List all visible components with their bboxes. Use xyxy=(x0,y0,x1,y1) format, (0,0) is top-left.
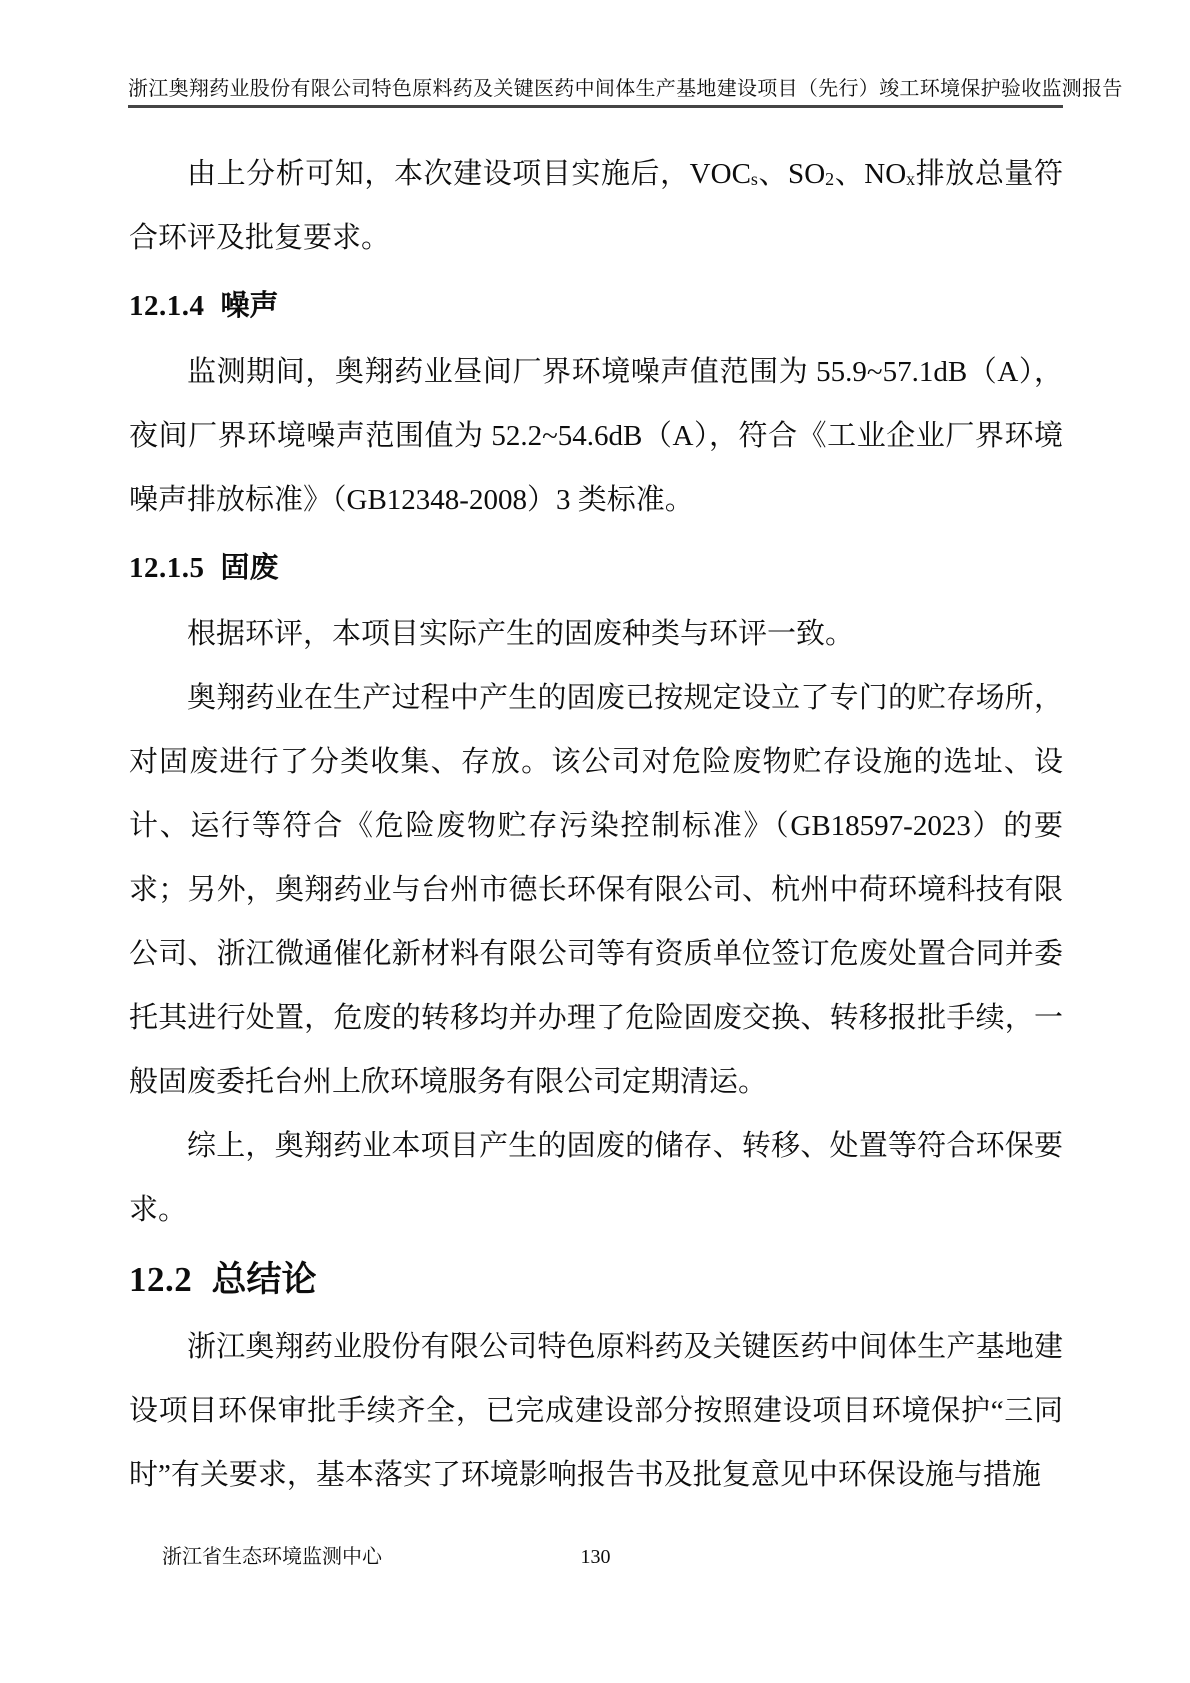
running-head-title: 浙江奥翔药业股份有限公司特色原料药及关键医药中间体生产基地建设项目（先行）竣工环境保护验收监测报告 xyxy=(128,78,1123,100)
page-header xyxy=(128,76,1123,108)
heading-12-2-conclusion xyxy=(129,1247,1063,1313)
heading-title: 噪声 xyxy=(220,290,279,322)
text-run: 、SO xyxy=(757,158,826,190)
para-conclusion: 浙江奥翔药业股份有限公司特色原料药及关键医药中间体生产基地建设项目环保审批手续齐全，已完成建设部分按照建设项目环境保护“三同时”有关要求，基本落实了环境影响报告书及批复意见中环保设施与措施 xyxy=(129,1331,1063,1491)
para-solid-waste-detail: 奥翔药业在生产过程中产生的固废已按规定设立了专门的贮存场所，对固废进行了分类收集、存放。该公司对危险废物贮存设施的选址、设计、运行等符合《危险废物贮存污染控制标准》（GB18597-2023）的要求；另外，奥翔药业与台州市德长环保有限公司、杭州中荷环境科技有限公司、浙江微通催化新材料有限公司等有资质单位签订危废处置合同并委托其进行处置，危废的转移均并办理了危险固废交换、转移报批手续，一般固废委托台州上欣环境服务有限公司定期清运。 xyxy=(129,682,1063,1098)
para-solid-waste-intro: 根据环评，本项目实际产生的固废种类与环评一致。 xyxy=(187,618,855,650)
heading-12-1-5-solid-waste xyxy=(129,536,1063,600)
subscript-2: 2 xyxy=(825,169,835,190)
page-footer xyxy=(128,1543,1063,1573)
heading-title: 固废 xyxy=(220,552,279,584)
subscript-s: s xyxy=(750,169,758,190)
para-noise-monitoring: 监测期间，奥翔药业昼间厂界环境噪声值范围为 55.9~57.1dB（A），夜间厂界环境噪声范围值为 52.2~54.6dB（A），符合《工业企业厂界环境噪声排放标准》（GB12348-2008）3 类标准。 xyxy=(129,356,1063,516)
page-body xyxy=(129,142,1063,1507)
text-run: 由上分析可知，本次建设项目实施后，VOC xyxy=(187,158,751,190)
heading-number: 12.1.5 xyxy=(129,552,205,584)
text-run: 、NO xyxy=(834,158,907,190)
heading-number: 12.1.4 xyxy=(129,290,205,322)
heading-number: 12.2 xyxy=(129,1260,193,1299)
subscript-x: x xyxy=(906,169,916,190)
para-emission-summary xyxy=(129,142,1063,270)
para-solid-waste-summary: 综上，奥翔药业本项目产生的固废的储存、转移、处置等符合环保要求。 xyxy=(129,1130,1063,1226)
heading-title: 总结论 xyxy=(211,1260,317,1299)
text-run: 排放总量符合环评及批复要求。 xyxy=(129,158,1063,254)
footer-page-number: 130 xyxy=(580,1546,611,1568)
heading-12-1-4-noise xyxy=(129,274,1063,338)
footer-organization: 浙江省生态环境监测中心 xyxy=(162,1546,382,1568)
